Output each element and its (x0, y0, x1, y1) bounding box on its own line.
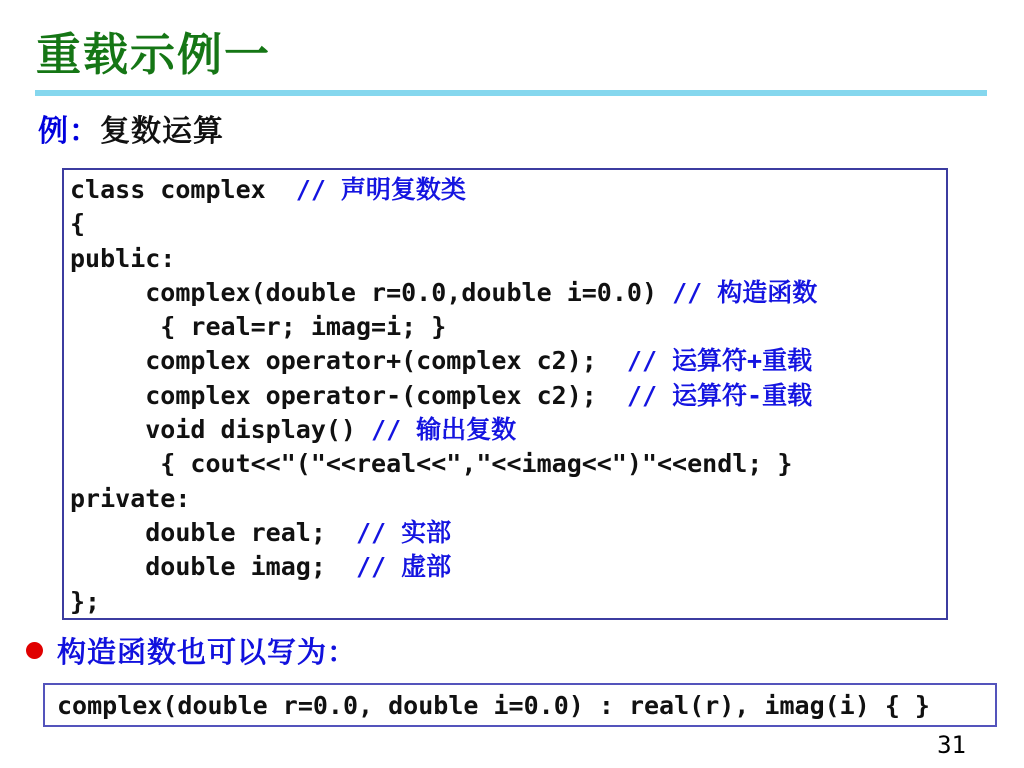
code-line: public: (70, 243, 176, 273)
code-line: complex operator-(complex c2); // 运算符-重载 (70, 380, 813, 410)
code-comment: // 运算符-重载 (626, 380, 813, 410)
subtitle-prefix: 例： (38, 114, 100, 149)
title-underline (35, 90, 987, 96)
code-line: double imag; // 虚部 (70, 552, 452, 582)
code-line: { (70, 209, 86, 239)
bullet-label: 构造函数也可以写为： (57, 635, 358, 669)
page-number: 31 (937, 731, 966, 759)
code-line: complex(double r=0.0,double i=0.0) // 构造函数 (70, 277, 818, 307)
code-line: double real; // 实部 (70, 517, 452, 547)
code-line: void display() // 输出复数 (70, 415, 517, 445)
code-comment: // 声明复数类 (295, 175, 466, 204)
bullet-icon (26, 642, 43, 659)
code-comment: // 虚部 (355, 552, 452, 582)
code-comment: // 输出复数 (371, 415, 517, 445)
code-comment: // 构造函数 (672, 277, 818, 307)
subtitle-text: 复数运算 (100, 114, 224, 149)
page-title: 重载示例一 (36, 28, 272, 81)
code-line: complex operator+(complex c2); // 运算符+重载 (70, 346, 813, 376)
code-comment: // 实部 (355, 517, 452, 547)
code-line: private: (70, 483, 191, 513)
code-line: class complex // 声明复数类 (70, 175, 466, 204)
code-comment: // 运算符+重载 (626, 346, 813, 376)
code-line: { real=r; imag=i; } (70, 312, 447, 342)
alt-constructor-box (43, 683, 997, 727)
code-line: }; (70, 586, 101, 616)
code-line: { cout<<"("<<real<<","<<imag<<")"<<endl; } (70, 449, 793, 479)
subtitle (38, 106, 224, 150)
alt-constructor-code: complex(double r=0.0, double i=0.0) : real(r), imag(i) { } (57, 690, 930, 720)
code-block (62, 168, 948, 620)
bullet-row (26, 630, 357, 671)
